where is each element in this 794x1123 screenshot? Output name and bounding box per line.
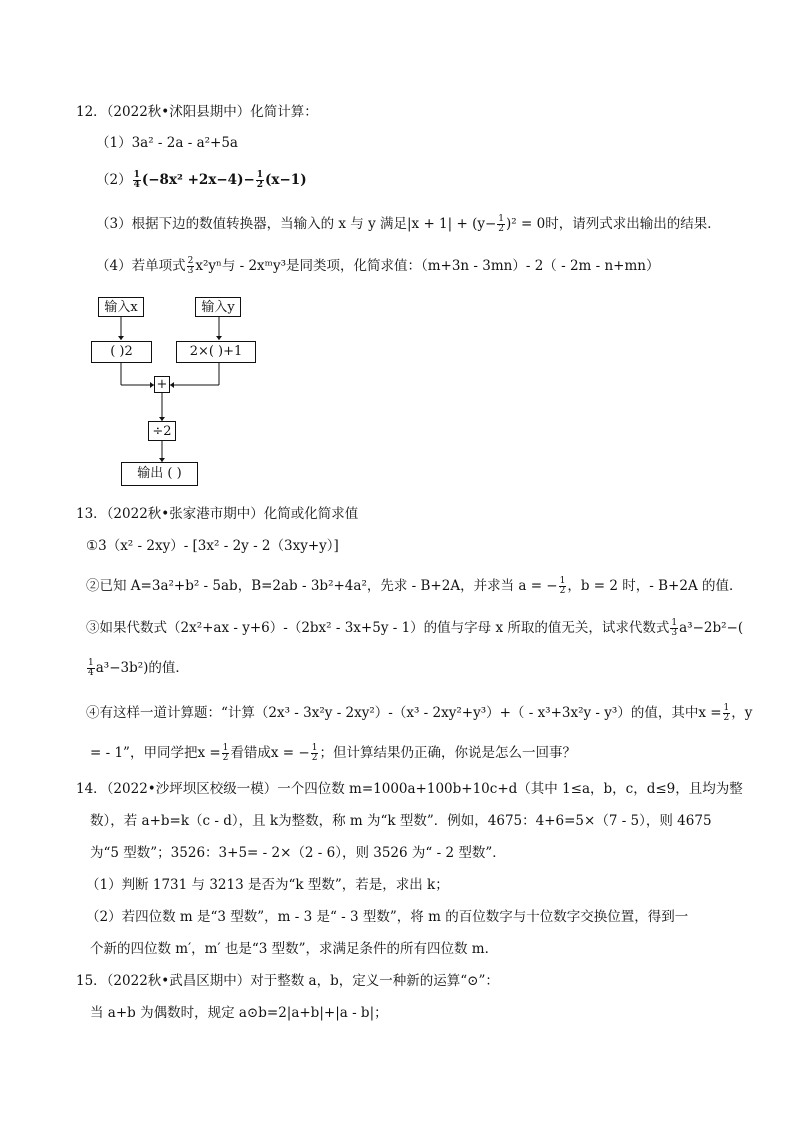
fraction: $\frac{2}{3}$ [187,256,194,276]
flowchart-input-y: 输入y [195,297,241,317]
flowchart-square-box: ( )2 [91,341,152,363]
fraction: $\frac{1}{2}$ [723,703,730,723]
fraction: $\frac{1}{2}$ [256,170,264,190]
q15-heading: 15．（2022秋•武昌区期中）对于整数 a，b，定义一种新的运算“⊙”： [76,973,499,989]
fraction: $\frac{1}{4}$ [88,658,94,678]
q14-line2: 数），若 a+b=k（c - d），且 k为整数，称 m 为“k 型数”．例如，4675：4+6=5×（7 - 5），则 4675 [90,813,712,829]
q13-heading: 13．（2022秋•张家港市期中）化简或化简求值 [76,506,359,522]
q12-part4: （4）若单项式 $\frac{2}{3}$ x²yⁿ与 - 2xᵐy³是同类项，化简求值：（m+3n - 3mn）- 2（ - 2m - n+mn） [96,256,660,276]
q13-part4-cont: = - 1”，甲同学把x = $\frac{1}{2}$ 看错成x = − $\frac{1}{2}$ ；但计算结果仍正确，你说是怎么一回事？ [90,743,576,763]
fraction: $\frac{1}{2}$ [222,743,229,763]
fraction: $\frac{1}{3}$ [671,618,678,638]
q13-part1: ①3（x² - 2xy）- [3x² - 2y - 2（3xy+y）] [86,538,339,554]
q14-heading: 14．（2022•沙坪坝区校级一模）一个四位数 m=1000a+100b+10c+d（其中 1≤a，b，c，d≤9，且均为整 [76,781,743,797]
q12-part2: （2） $\frac{1}{4}$ (−8x² +2x−4)− $\frac{1}{2}$ (x−1) [96,170,307,190]
flowchart-plus: + [154,376,170,393]
flowchart-input-x: 输入x [98,297,144,317]
q12-heading: 12．（2022秋•沭阳县期中）化简计算： [76,104,318,120]
q14-part2-cont: 个新的四位数 m′，m′ 也是“3 型数”，求满足条件的所有四位数 m． [90,941,499,957]
q13-part3-cont: $\frac{1}{4}$ a³−3b²)的值． [88,658,189,678]
fraction: $\frac{1}{2}$ [559,576,566,596]
flowchart-divide: ÷2 [148,421,176,441]
fraction: $\frac{1}{4}$ [133,170,140,190]
q14-part1: （1）判断 1731 与 3213 是否为“k 型数”，若是，求出 k； [86,877,449,893]
q13-part2: ②已知 A=3a²+b² - 5ab，B=2ab - 3b²+4a²，先求 - B+2A，并求当 a = − $\frac{1}{2}$ ，b = 2 时，- B+2A 的值． [86,576,743,596]
q13-part3: ③如果代数式（2x²+ax - y+6）-（2bx² - 3x+5y - 1）的值与字母 x 所取的值无关，试求代数式 $\frac{1}{3}$ a³−2b²−( [86,618,744,638]
q14-part2: （2）若四位数 m 是“3 型数”，m - 3 是“ - 3 型数”，将 m 的百位数字与十位数字交换位置，得到一 [86,909,689,925]
fraction: $\frac{1}{2}$ [311,743,318,763]
q14-line3: 为“5 型数”；3526：3+5= - 2×（2 - 6），则 3526 为“ - 2 型数”． [90,845,506,861]
flowchart-linear-box: 2×( )+1 [176,341,256,363]
fraction: $\frac{1}{2}$ [498,214,505,234]
q12-part3: （3）根据下边的数值转换器，当输入的 x 与 y 满足|x + 1| + (y− $\frac{1}{2}$ )² = 0时，请列式求出输出的结果． [96,214,721,234]
q15-line1: 当 a+b 为偶数时，规定 a⊙b=2|a+b|+|a - b|； [90,1005,388,1021]
flowchart-output: 输出 ( ) [121,462,198,486]
q13-part4: ④有这样一道计算题：“计算（2x³ - 3x²y - 2xy²）-（x³ - 2xy²+y³）+（ - x³+3x²y - y³）的值，其中x = $\frac{1}{2}$ ，y [86,703,753,723]
q12-part1: （1）3a² - 2a - a²+5a [96,135,238,151]
